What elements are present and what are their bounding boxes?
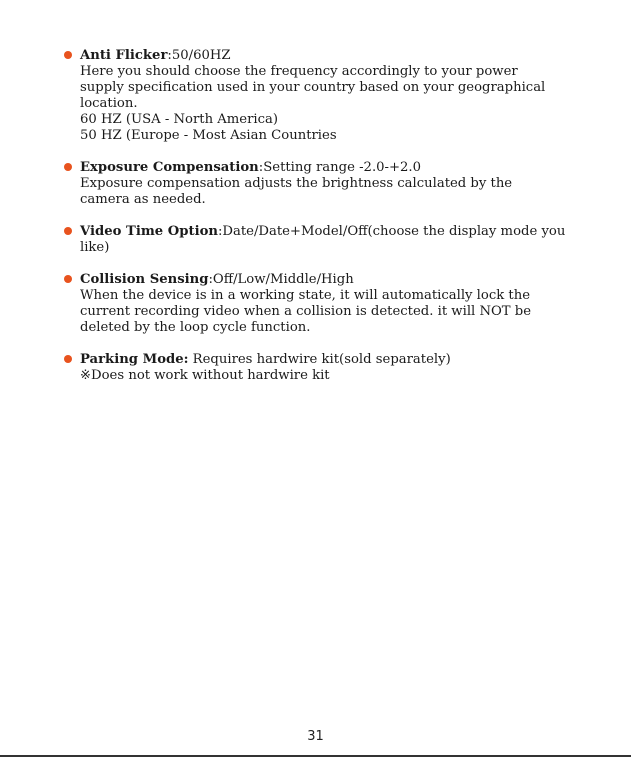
setting-heading xyxy=(80,272,550,288)
setting-collision-sensing xyxy=(80,272,550,336)
description-line: 50 HZ (Europe - Most Asian Countries xyxy=(80,128,337,143)
setting-term: Anti Flicker xyxy=(80,48,168,63)
setting-term: Video Time Option xyxy=(80,224,218,239)
setting-parking-mode xyxy=(80,352,550,384)
bullet-icon xyxy=(64,51,72,59)
setting-heading xyxy=(80,352,550,368)
settings-list xyxy=(80,48,566,400)
setting-term: Exposure Compensation xyxy=(80,160,259,175)
bullet-icon xyxy=(64,355,72,363)
description-line: supply specification used in your country based on your geographical xyxy=(80,80,546,95)
description-line: Exposure compensation adjusts the brightness calculated by the xyxy=(80,176,513,191)
setting-heading xyxy=(80,224,566,240)
description-line: location. xyxy=(80,96,138,111)
setting-heading xyxy=(80,160,550,176)
setting-video-time-option xyxy=(80,224,566,256)
description-line: current recording video when a collision is detected. it will NOT be xyxy=(80,304,532,319)
description-line: deleted by the loop cycle function. xyxy=(80,320,311,335)
setting-value: Requires hardwire kit(sold separately) xyxy=(188,352,451,367)
setting-value: :50/60HZ xyxy=(167,48,231,63)
description-line: When the device is in a working state, it will automatically lock the xyxy=(80,288,531,303)
setting-value: :Setting range -2.0-+2.0 xyxy=(258,160,422,175)
setting-term: Collision Sensing xyxy=(80,272,209,287)
setting-value: :Date/Date+Model/Off(choose the display mode you xyxy=(217,224,566,239)
bullet-icon xyxy=(64,275,72,283)
setting-term: Parking Mode: xyxy=(80,352,189,367)
page-number: 31 xyxy=(307,729,324,744)
description-line: 60 HZ (USA - North America) xyxy=(80,112,278,127)
setting-anti-flicker xyxy=(80,48,550,144)
setting-heading xyxy=(80,48,550,64)
description-line: ※Does not work without hardwire kit xyxy=(80,368,330,383)
footer-divider xyxy=(0,755,631,757)
setting-value: :Off/Low/Middle/High xyxy=(208,272,354,287)
bullet-icon xyxy=(64,227,72,235)
description-line: Here you should choose the frequency accordingly to your power xyxy=(80,64,518,79)
description-line: like) xyxy=(80,240,110,255)
description-line: camera as needed. xyxy=(80,192,206,207)
bullet-icon xyxy=(64,163,72,171)
setting-exposure-compensation xyxy=(80,160,550,208)
